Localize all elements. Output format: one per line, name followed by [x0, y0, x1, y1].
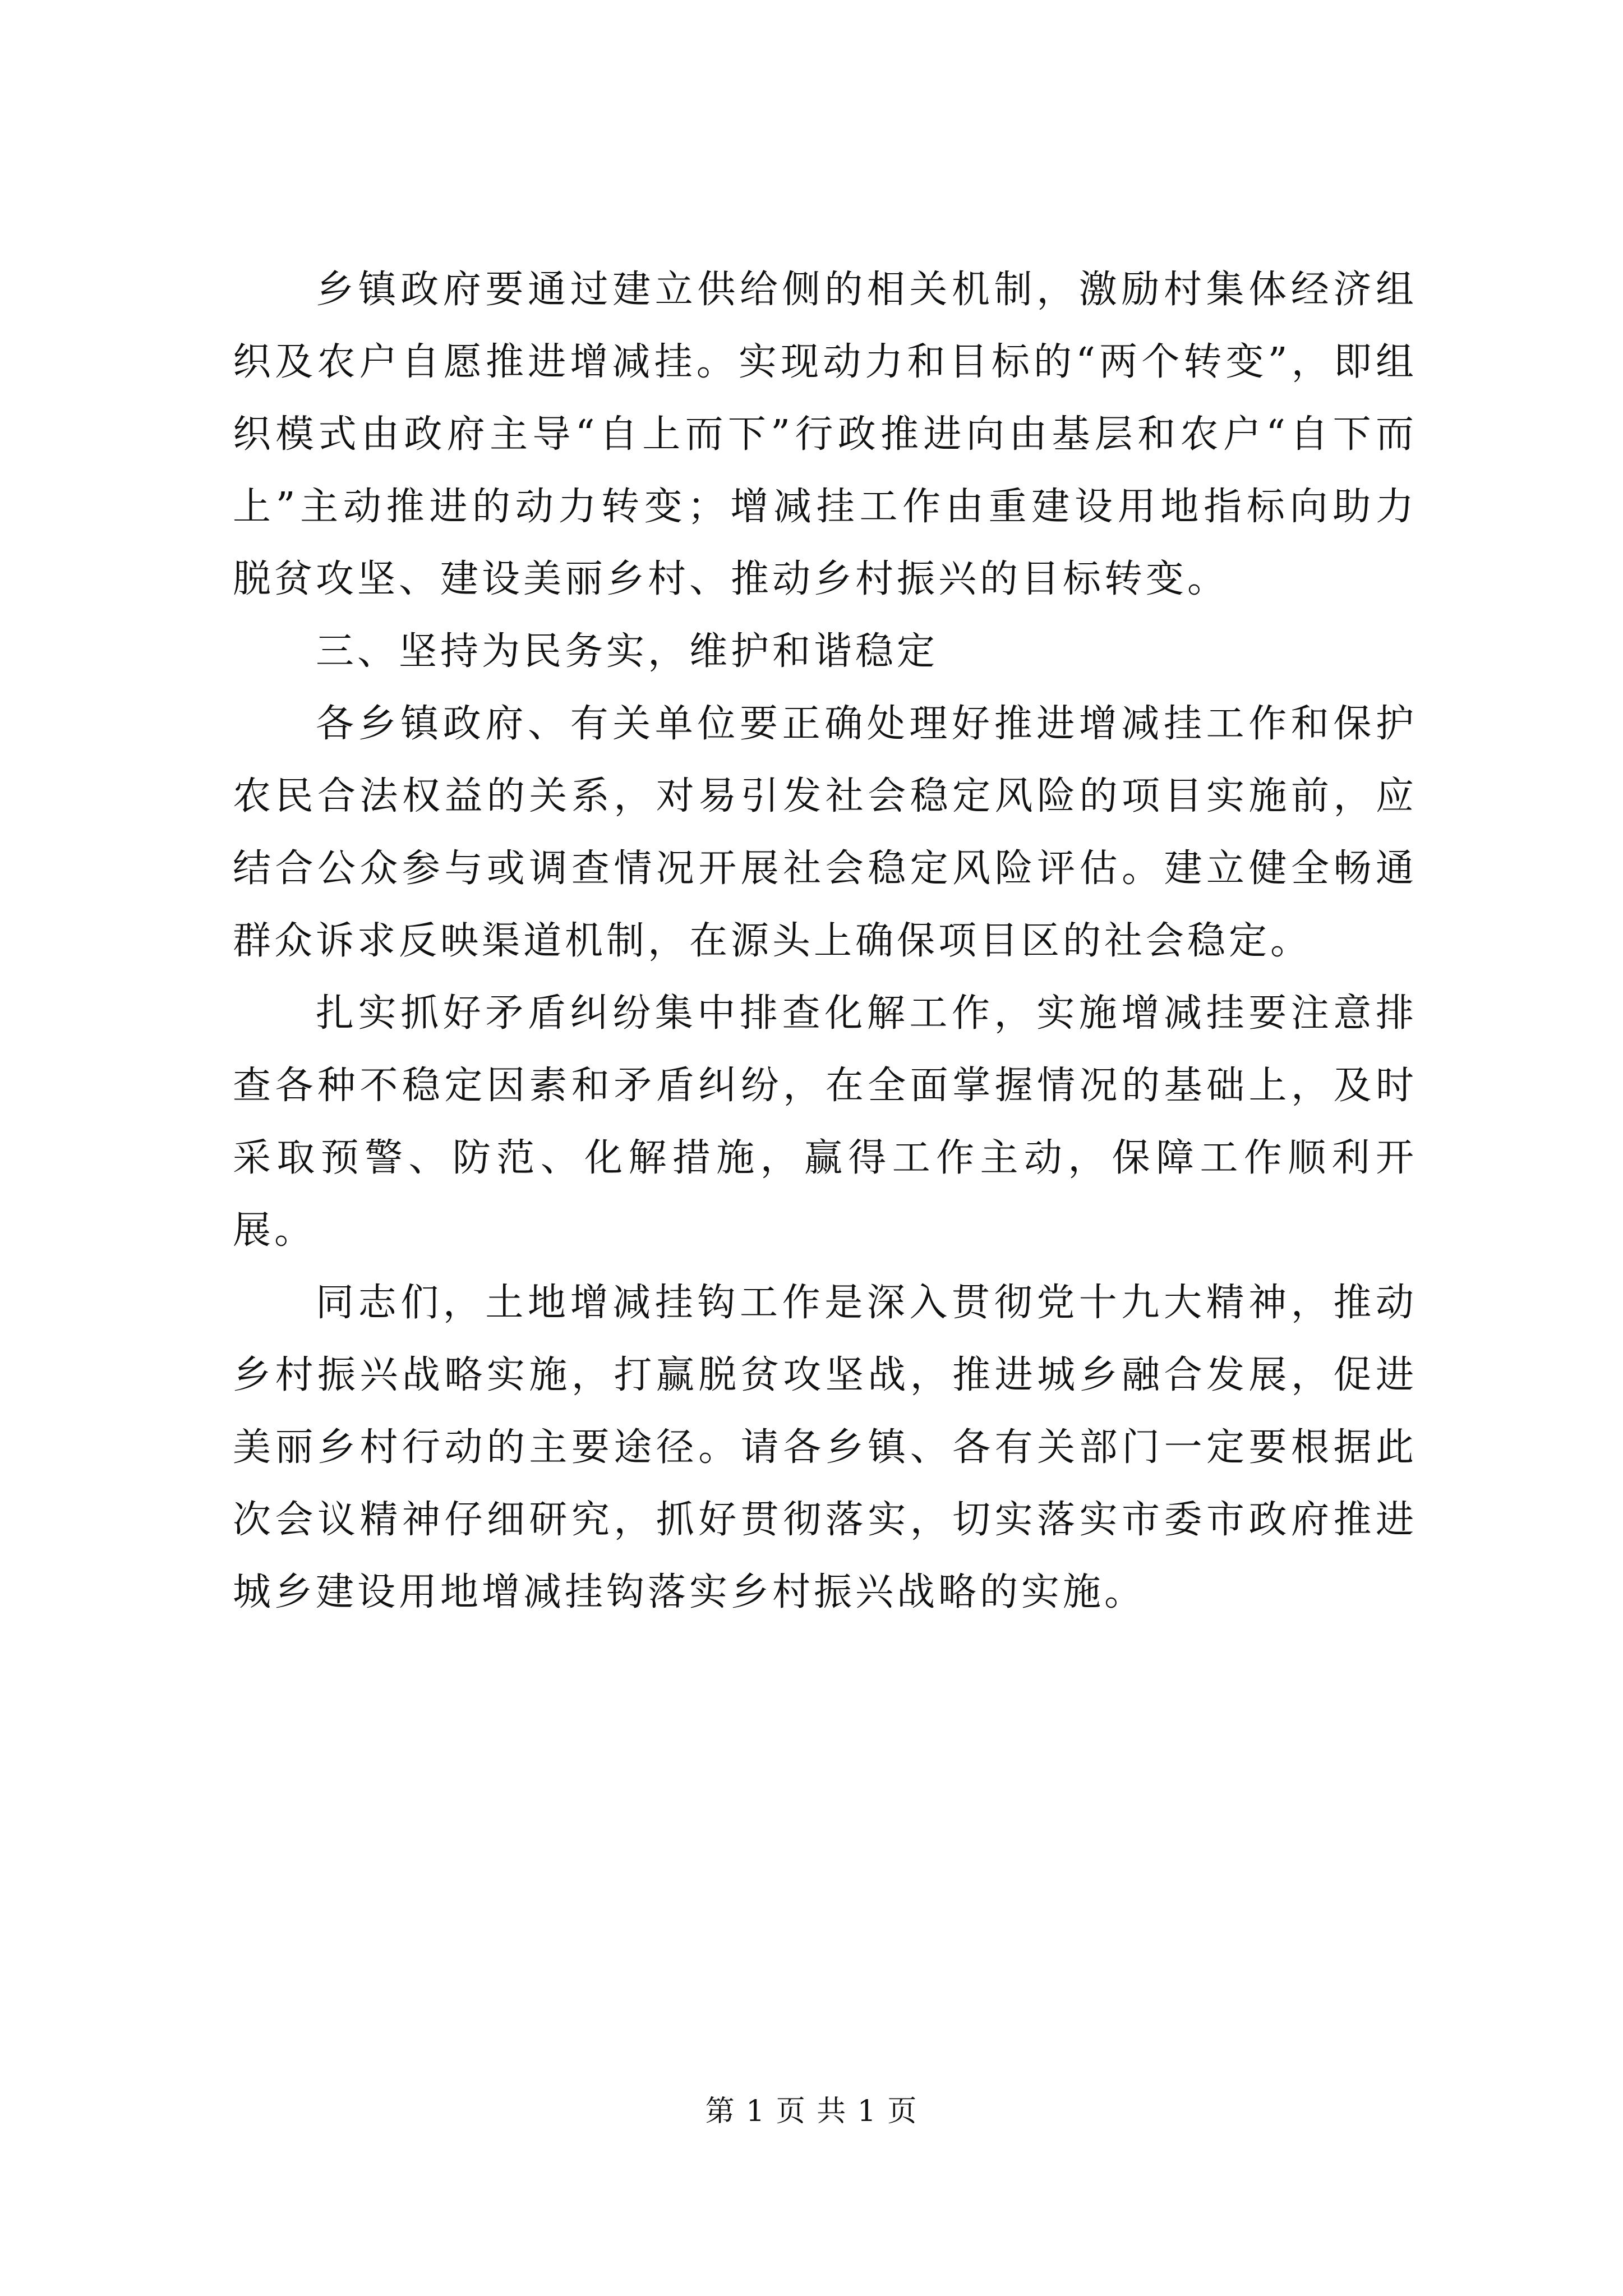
paragraph-mechanism: 乡镇政府要通过建立供给侧的相关机制，激励村集体经济组织及农户自愿推进增减挂。实现动力和目标的“两个转变”，即组织模式由政府主导“自上而下”行政推进向由基层和农户“自下而上”主动推进的动力转变；增减挂工作由重建设用地指标向助力脱贫攻坚、建设美丽乡村、推动乡村振兴的目标转变。 [233, 268, 1417, 601]
paragraph-disputes: 扎实抓好矛盾纠纷集中排查化解工作，实施增减挂要注意排查各种不稳定因素和矛盾纠纷，在全面掌握情况的基础上，及时采取预警、防范、化解措施，赢得工作主动，保障工作顺利开展。 [233, 991, 1417, 1253]
paragraph-conclusion: 同志们，土地增减挂钩工作是深入贯彻党十九大精神，推动乡村振兴战略实施，打赢脱贫攻坚战，推进城乡融合发展，促进美丽乡村行动的主要途径。请各乡镇、各有关部门一定要根据此次会议精神仔细研究，抓好贯彻落实，切实落实市委市政府推进城乡建设用地增减挂钩落实乡村振兴战略的实施。 [233, 1281, 1417, 1614]
page-footer: 第 1 页 共 1 页 [705, 2095, 918, 2128]
section-heading: 三、坚持为民务实，维护和谐稳定 [316, 629, 939, 674]
document-body [233, 254, 1417, 1628]
paragraph-stability: 各乡镇政府、有关单位要正确处理好推进增减挂工作和保护农民合法权益的关系，对易引发社会稳定风险的项目实施前，应结合公众参与或调查情况开展社会稳定风险评估。建立健全畅通群众诉求反映渠道机制，在源头上确保项目区的社会稳定。 [233, 702, 1417, 963]
